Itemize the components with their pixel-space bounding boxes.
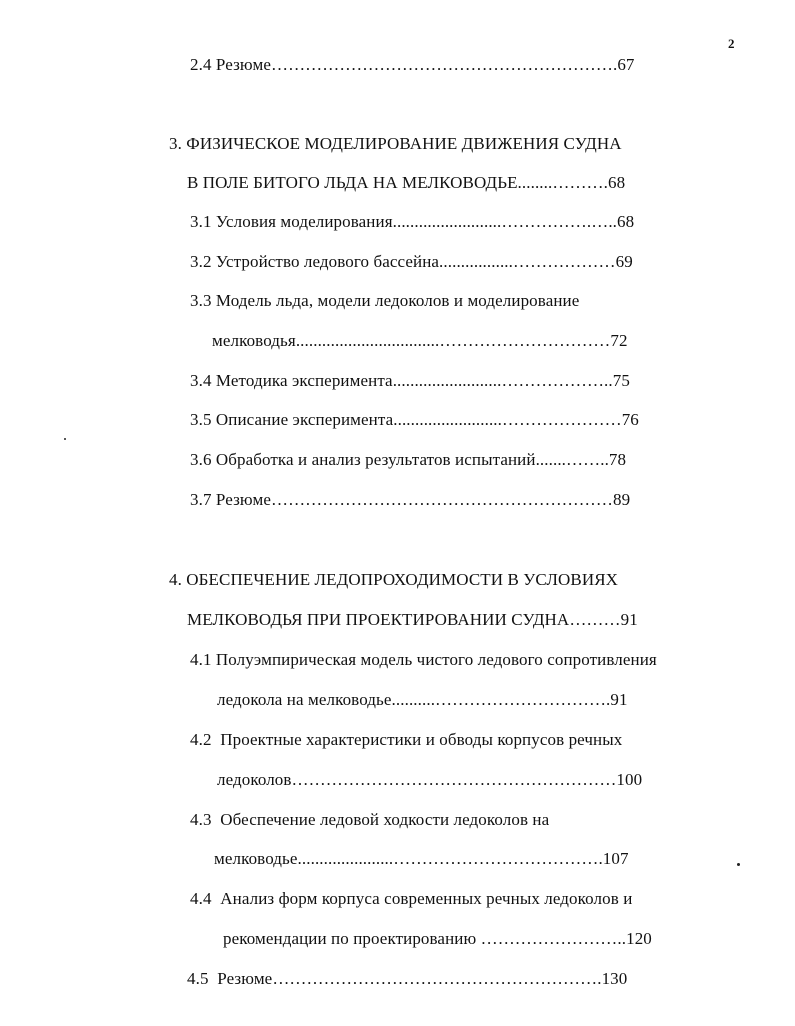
toc-entry-4-3: 4.3 Обеспечение ледовой ходкости ледоколов на: [190, 810, 550, 829]
toc-entry-3-5: 3.5 Описание эксперимента.........................…………………76: [190, 410, 639, 429]
toc-entry-3-6: 3.6 Обработка и анализ результатов испытаний.......……..78: [190, 450, 627, 469]
toc-entry-3-3: 3.3 Модель льда, модели ледоколов и моделирование: [190, 291, 580, 310]
toc-entry-3-4: 3.4 Методика эксперимента.........................………………..75: [190, 371, 630, 390]
toc-entry-4-4: 4.4 Анализ форм корпуса современных речных ледоколов и: [190, 889, 633, 908]
toc-entry-3-2: 3.2 Устройство ледового бассейна.................………………69: [190, 252, 633, 271]
toc-entry-3-7: 3.7 Резюме……………………………………………………89: [190, 490, 631, 509]
scan-speck: [737, 863, 740, 866]
toc-entry-4-3-cont: мелководье......................……………………………….107: [214, 849, 629, 868]
toc-entry-4-2-cont: ледоколов…………………………………………………100: [217, 770, 643, 789]
toc-chapter-4-heading: 4. ОБЕСПЕЧЕНИЕ ЛЕДОПРОХОДИМОСТИ В УСЛОВИЯХ: [169, 570, 619, 589]
scan-speck: [64, 438, 66, 440]
toc-chapter-3-heading: 3. ФИЗИЧЕСКОЕ МОДЕЛИРОВАНИЕ ДВИЖЕНИЯ СУДНА: [169, 134, 622, 153]
toc-entry-3-1: 3.1 Условия моделирования.........................…………….…..68: [190, 212, 635, 231]
toc-chapter-3-heading-cont: В ПОЛЕ БИТОГО ЛЬДА НА МЕЛКОВОДЬЕ........……….68: [187, 173, 626, 192]
toc-entry-2-4: 2.4 Резюме…………………………………………………….67: [190, 55, 635, 74]
toc-entry-3-3-cont: мелководья.................................…………………………72: [212, 331, 628, 350]
toc-entry-4-2: 4.2 Проектные характеристики и обводы корпусов речных: [190, 730, 623, 749]
toc-entry-4-1: 4.1 Полуэмпирическая модель чистого ледового сопротивления: [190, 650, 657, 669]
toc-entry-4-1-cont: ледокола на мелководье..........………………………….91: [217, 690, 628, 709]
toc-entry-4-5: 4.5 Резюме………………………………………………….130: [187, 969, 628, 988]
page-number: 2: [728, 36, 735, 51]
toc-entry-4-4-cont: рекомендации по проектированию ……………………..120: [223, 929, 652, 948]
toc-chapter-4-heading-cont: МЕЛКОВОДЬЯ ПРИ ПРОЕКТИРОВАНИИ СУДНА………91: [187, 610, 638, 629]
